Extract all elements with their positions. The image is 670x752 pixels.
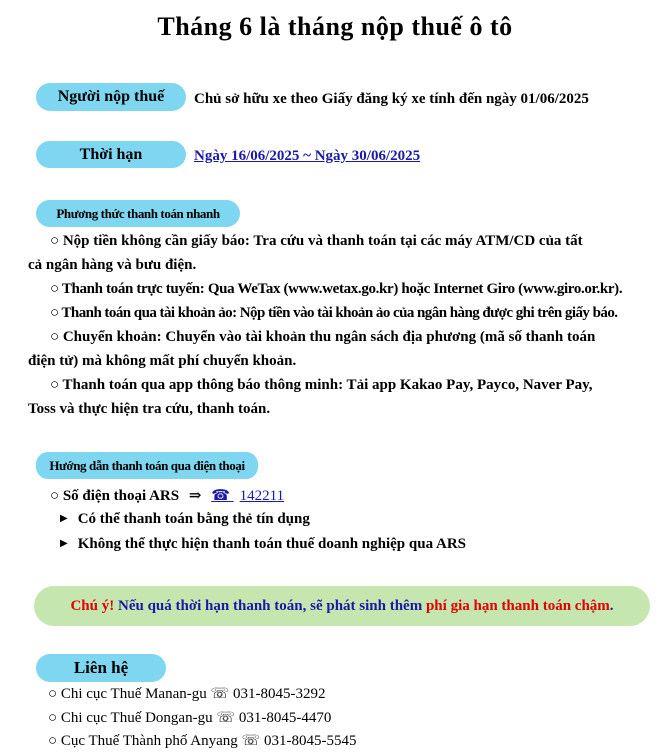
ars-label: Số điện thoại ARS (62, 488, 180, 504)
phone-icon: ☏ (210, 686, 230, 702)
contact-phone: 031-8045-4470 (238, 710, 332, 726)
triangle-bullet-icon: ▶ (60, 513, 68, 524)
list-item-continuation: Toss và thực hiện tra cứu, thanh toán. (28, 401, 271, 417)
circle-bullet-icon: ○ (50, 305, 59, 321)
ars-phone-link[interactable]: ☎ 142211 (211, 488, 285, 504)
circle-bullet-icon: ○ (50, 281, 59, 297)
list-item: ○ Chuyển khoản: Chuyển vào tài khoản thu ngân sách địa phương (mã số thanh toán (50, 329, 596, 345)
late-fee-notice: Chú ý! Nếu quá thời hạn thanh toán, sẽ phát sinh thêm phí gia hạn thanh toán chậm. (34, 586, 650, 626)
list-item: ○ Thanh toán qua app thông báo thông minh: Tải app Kakao Pay, Payco, Naver Pay, (50, 377, 593, 393)
phone-icon: ☏ (216, 710, 236, 726)
list-item: ○ Thanh toán qua tài khoản ảo: Nộp tiền vào tài khoản ảo của ngân hàng được ghi trên giấy báo. (50, 305, 618, 321)
ars-row (50, 486, 284, 505)
contact-item: ○ Chi cục Thuế Manan-gu ☏ 031-8045-3292 (48, 686, 326, 702)
circle-bullet-icon: ○ (50, 233, 60, 249)
circle-bullet-icon: ○ (48, 710, 58, 726)
circle-bullet-icon: ○ (50, 329, 60, 345)
deadline-label: Thời hạn (36, 141, 186, 168)
contact-phone: 031-8045-3292 (233, 686, 326, 702)
contact-item: ○ Cục Thuế Thành phố Anyang ☏ 031-8045-5545 (48, 733, 357, 749)
contact-phone: 031-8045-5545 (264, 733, 357, 749)
list-item: ○ Thanh toán trực tuyến: Qua WeTax (www.wetax.go.kr) hoặc Internet Giro (www.giro.or.kr). (50, 281, 623, 297)
list-item: ▶ Có thể thanh toán bằng thẻ tín dụng (60, 511, 310, 527)
list-item-continuation: cả ngân hàng và bưu điện. (28, 257, 197, 273)
list-item-continuation: điện tử) mà không mất phí chuyển khoản. (28, 353, 297, 369)
list-item: ▶ Không thể thực hiện thanh toán thuế doanh nghiệp qua ARS (60, 536, 466, 552)
quick-payment-label: Phương thức thanh toán nhanh (36, 200, 240, 227)
circle-bullet-icon: ○ (48, 686, 58, 702)
list-item: ○ Nộp tiền không cần giấy báo: Tra cứu và thanh toán tại các máy ATM/CD của tất (50, 233, 583, 249)
notice-text: Nếu quá thời hạn thanh toán, sẽ phát sinh thêm (117, 598, 423, 614)
circle-bullet-icon: ○ (50, 488, 60, 504)
contact-label: Liên hệ (36, 654, 166, 682)
contact-item: ○ Chi cục Thuế Dongan-gu ☏ 031-8045-4470 (48, 710, 332, 726)
notice-prefix: Chú ý! (70, 598, 115, 614)
notice-highlight: phí gia hạn thanh toán chậm (425, 598, 610, 614)
page-title: Tháng 6 là tháng nộp thuế ô tô (157, 12, 513, 41)
circle-bullet-icon: ○ (48, 733, 58, 749)
circle-bullet-icon: ○ (50, 377, 60, 393)
triangle-bullet-icon: ▶ (60, 538, 68, 549)
quick-payment-list (28, 229, 642, 421)
phone-icon: ☏ (241, 733, 261, 749)
taxpayer-text: Chủ sở hữu xe theo Giấy đăng ký xe tính đến ngày 01/06/2025 (194, 91, 589, 107)
taxpayer-label: Người nộp thuế (36, 83, 186, 111)
phone-icon: ☎ (211, 488, 230, 504)
phone-payment-label: Hướng dẫn thanh toán qua điện thoại (36, 452, 258, 479)
arrow-right-icon: ⇒ (188, 488, 202, 504)
deadline-text: Ngày 16/06/2025 ~ Ngày 30/06/2025 (194, 148, 421, 164)
